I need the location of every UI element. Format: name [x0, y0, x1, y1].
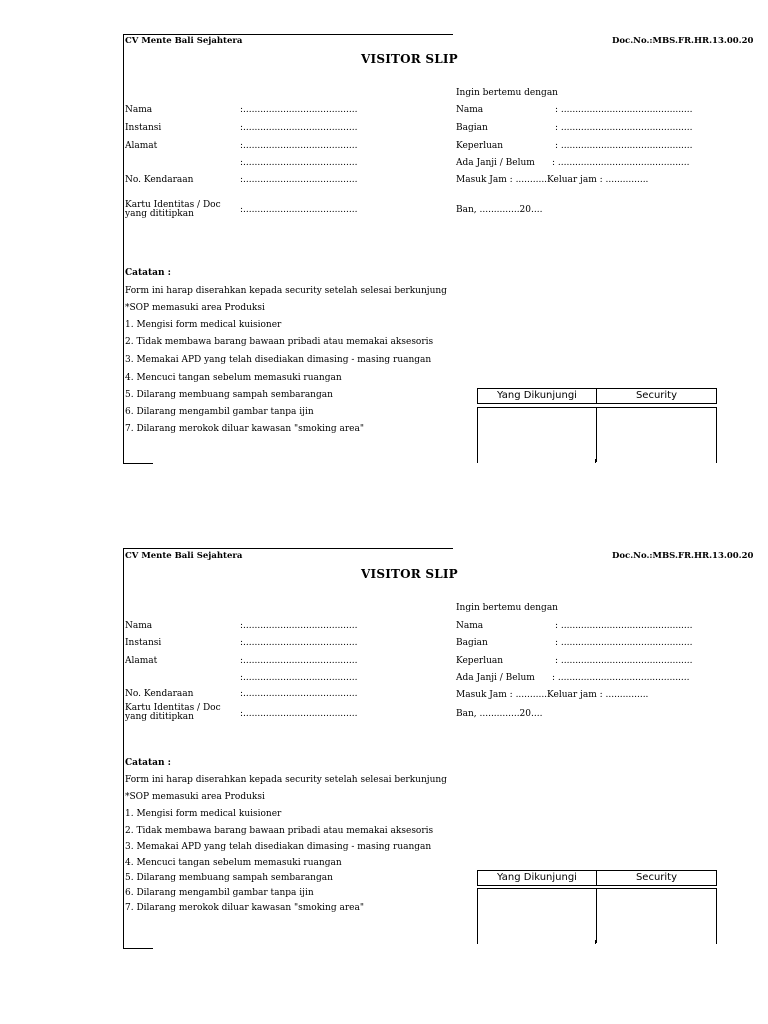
field-label-kartu-identitas: Kartu Identitas / Doc: [125, 703, 221, 713]
meet-label-nama: Nama: [456, 621, 484, 631]
note-item: 4. Mencuci tangan sebelum memasuki ruangan: [125, 858, 342, 868]
meet-value-nama[interactable]: : ..............................................: [555, 105, 693, 115]
meet-label-janji: Ada Janji / Belum: [456, 673, 535, 683]
note-item: 2. Tidak membawa barang bawaan pribadi atau memakai aksesoris: [125, 826, 434, 836]
note-item: Form ini harap diserahkan kepada security setelah selesai berkunjung: [125, 775, 447, 785]
signature-header: [477, 870, 717, 886]
date-line[interactable]: Ban, ..............20....: [456, 205, 543, 215]
note-item: 5. Dilarang membuang sampah sembarangan: [125, 873, 333, 883]
note-item: 7. Dilarang merokok diluar kawasan "smoking area": [125, 903, 364, 913]
note-item: Form ini harap diserahkan kepada security setelah selesai berkunjung: [125, 286, 447, 296]
signature-header-security: Security: [635, 872, 678, 883]
doc-number: Doc.No.:MBS.FR.HR.13.00.20: [612, 551, 754, 561]
notes-heading: Catatan :: [125, 268, 171, 278]
field-value-no-kendaraan[interactable]: :........................................: [240, 175, 358, 185]
field-label-no-kendaraan: No. Kendaraan: [125, 689, 194, 699]
meet-label-nama: Nama: [456, 105, 484, 115]
slip-title: VISITOR SLIP: [361, 567, 458, 581]
field-label-nama: Nama: [125, 621, 153, 631]
meet-heading: Ingin bertemu dengan: [456, 603, 558, 613]
meet-label-bagian: Bagian: [456, 123, 488, 133]
field-value-nama[interactable]: :........................................: [240, 621, 358, 631]
field-label-instansi: Instansi: [125, 123, 162, 133]
meet-label-janji: Ada Janji / Belum: [456, 158, 535, 168]
field-value-no-kendaraan[interactable]: :........................................: [240, 689, 358, 699]
notes-heading: Catatan :: [125, 758, 171, 768]
slip-title: VISITOR SLIP: [361, 52, 458, 66]
meet-value-bagian[interactable]: : ..............................................: [555, 638, 693, 648]
company-name: CV Mente Bali Sejahtera: [125, 551, 243, 561]
meet-label-keperluan: Keperluan: [456, 141, 504, 151]
signature-header-security: Security: [635, 390, 678, 401]
signature-header: [477, 388, 717, 404]
signature-header-visited: Yang Dikunjungi: [497, 390, 577, 401]
field-value-instansi[interactable]: :........................................: [240, 638, 358, 648]
field-value-nama[interactable]: :........................................: [240, 105, 358, 115]
meet-label-bagian: Bagian: [456, 638, 488, 648]
field-label-nama: Nama: [125, 105, 153, 115]
field-value-instansi[interactable]: :........................................: [240, 123, 358, 133]
note-item: 4. Mencuci tangan sebelum memasuki ruangan: [125, 373, 342, 383]
note-item: 1. Mengisi form medical kuisioner: [125, 809, 282, 819]
field-label-instansi: Instansi: [125, 638, 162, 648]
field-value-alamat[interactable]: :........................................: [240, 656, 358, 666]
field-value-alamat[interactable]: :........................................: [240, 141, 358, 151]
note-item: 6. Dilarang mengambil gambar tanpa ijin: [125, 407, 314, 417]
note-item: 2. Tidak membawa barang bawaan pribadi atau memakai aksesoris: [125, 337, 434, 347]
field-label-kartu-identitas: Kartu Identitas / Doc: [125, 200, 221, 210]
meet-value-keperluan[interactable]: : ..............................................: [555, 656, 693, 666]
meet-value-nama[interactable]: : ..............................................: [555, 621, 693, 631]
meet-value-janji[interactable]: : ..............................................: [552, 158, 690, 168]
note-item: 7. Dilarang merokok diluar kawasan "smoking area": [125, 424, 364, 434]
field-value-alamat-2[interactable]: :........................................: [240, 158, 358, 168]
note-item: 3. Memakai APD yang telah disediakan dimasing - masing ruangan: [125, 355, 432, 365]
meet-label-keperluan: Keperluan: [456, 656, 504, 666]
meet-value-keperluan[interactable]: : ..............................................: [555, 141, 693, 151]
note-item: 6. Dilarang mengambil gambar tanpa ijin: [125, 888, 314, 898]
note-item: 3. Memakai APD yang telah disediakan dimasing - masing ruangan: [125, 842, 432, 852]
field-label-kartu-identitas-2: yang dititipkan: [125, 209, 194, 219]
field-label-kartu-identitas-2: yang dititipkan: [125, 712, 194, 722]
field-label-alamat: Alamat: [125, 141, 158, 151]
meet-value-bagian[interactable]: : ..............................................: [555, 123, 693, 133]
field-value-alamat-2[interactable]: :........................................: [240, 673, 358, 683]
meet-heading: Ingin bertemu dengan: [456, 88, 558, 98]
field-value-kartu-identitas[interactable]: :........................................: [240, 709, 358, 719]
field-label-no-kendaraan: No. Kendaraan: [125, 175, 194, 185]
time-line[interactable]: Masuk Jam : ...........Keluar jam : ...............: [456, 175, 649, 185]
note-item: *SOP memasuki area Produksi: [125, 792, 265, 802]
doc-number: Doc.No.:MBS.FR.HR.13.00.20: [612, 36, 754, 46]
note-item: 1. Mengisi form medical kuisioner: [125, 320, 282, 330]
field-value-kartu-identitas[interactable]: :........................................: [240, 205, 358, 215]
date-line[interactable]: Ban, ..............20....: [456, 709, 543, 719]
company-name: CV Mente Bali Sejahtera: [125, 36, 243, 46]
note-item: *SOP memasuki area Produksi: [125, 303, 265, 313]
meet-value-janji[interactable]: : ..............................................: [552, 673, 690, 683]
signature-box[interactable]: [477, 407, 717, 461]
signature-box[interactable]: [477, 888, 717, 942]
note-item: 5. Dilarang membuang sampah sembarangan: [125, 390, 333, 400]
signature-header-visited: Yang Dikunjungi: [497, 872, 577, 883]
time-line[interactable]: Masuk Jam : ...........Keluar jam : ...............: [456, 690, 649, 700]
field-label-alamat: Alamat: [125, 656, 158, 666]
